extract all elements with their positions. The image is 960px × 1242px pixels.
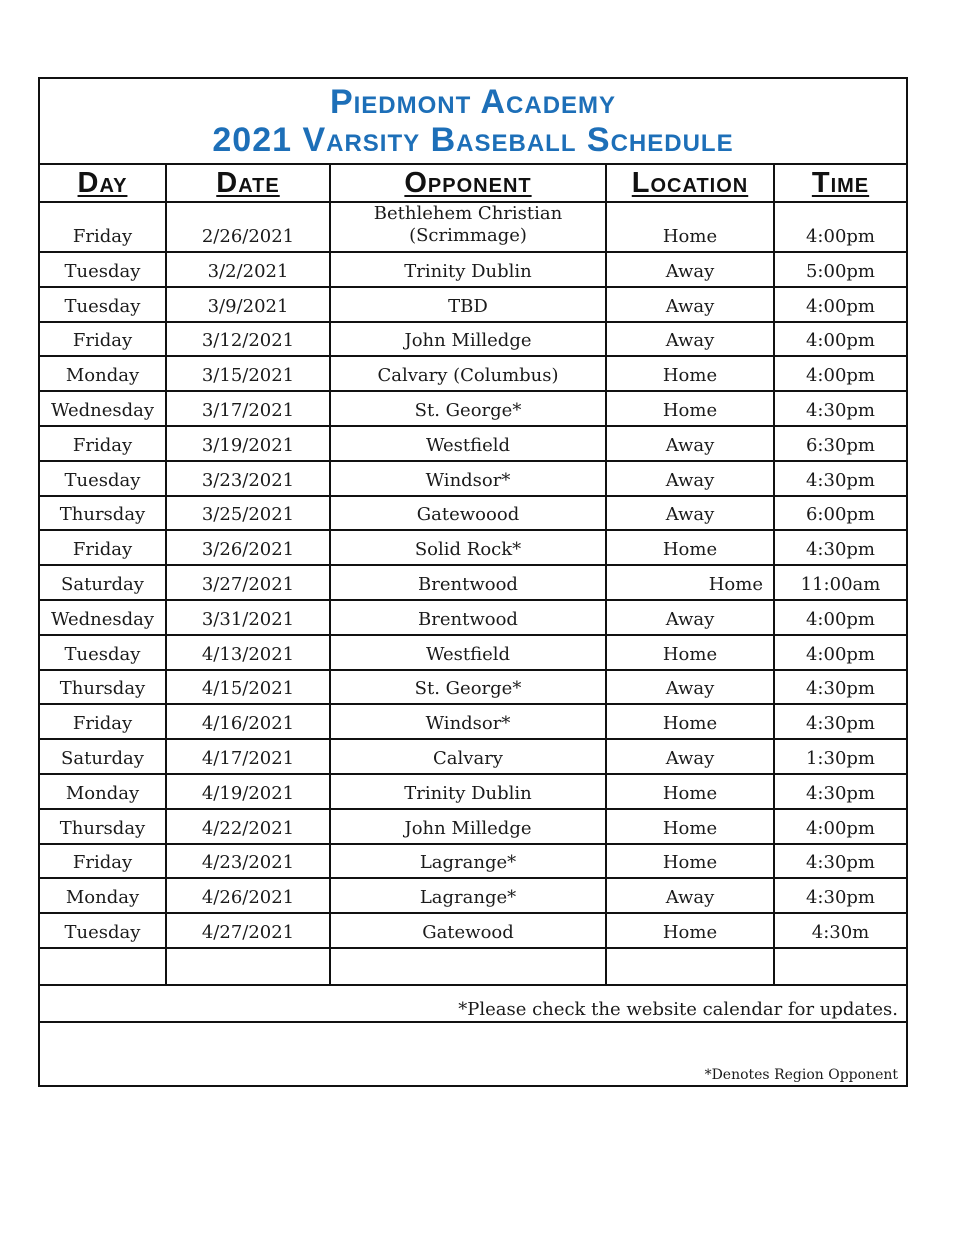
game-opponent: Brentwood — [330, 600, 606, 635]
schedule-sheet — [38, 77, 908, 1087]
game-time: 4:30pm — [774, 878, 906, 913]
game-opponent: Windsor* — [330, 704, 606, 739]
game-day: Thursday — [40, 670, 166, 705]
title-block — [40, 79, 906, 165]
game-location: Home — [606, 635, 774, 670]
game-day: Saturday — [40, 739, 166, 774]
game-location: Home — [606, 530, 774, 565]
game-time: 4:00pm — [774, 600, 906, 635]
game-date: 3/23/2021 — [166, 461, 330, 496]
game-time: 4:00pm — [774, 287, 906, 322]
game-row — [40, 774, 906, 809]
game-opponent: Solid Rock* — [330, 530, 606, 565]
game-row — [40, 252, 906, 287]
game-date: 4/13/2021 — [166, 635, 330, 670]
header-row — [40, 165, 906, 202]
game-time: 4:30pm — [774, 774, 906, 809]
game-date: 3/17/2021 — [166, 391, 330, 426]
game-location: Away — [606, 252, 774, 287]
game-day: Saturday — [40, 565, 166, 600]
game-location: Home — [606, 809, 774, 844]
game-date: 2/26/2021 — [166, 202, 330, 252]
game-opponent: Calvary (Columbus) — [330, 356, 606, 391]
game-day: Tuesday — [40, 287, 166, 322]
empty-row — [40, 948, 906, 985]
game-date: 4/15/2021 — [166, 670, 330, 705]
game-time: 4:30m — [774, 913, 906, 948]
game-location: Home — [606, 565, 774, 600]
game-date: 3/31/2021 — [166, 600, 330, 635]
game-location: Home — [606, 391, 774, 426]
game-time: 6:00pm — [774, 496, 906, 531]
game-location: Home — [606, 913, 774, 948]
game-day: Wednesday — [40, 391, 166, 426]
game-row — [40, 670, 906, 705]
game-day: Thursday — [40, 496, 166, 531]
schedule-title: 2021 Varsity Baseball Schedule — [212, 121, 734, 159]
header-location: Location — [606, 165, 774, 202]
game-day: Friday — [40, 844, 166, 879]
game-row — [40, 635, 906, 670]
game-row — [40, 565, 906, 600]
game-row — [40, 878, 906, 913]
region-note-row — [40, 1023, 906, 1085]
game-time: 4:00pm — [774, 809, 906, 844]
game-time: 4:00pm — [774, 202, 906, 252]
game-date: 3/12/2021 — [166, 322, 330, 357]
game-opponent: Westfield — [330, 635, 606, 670]
game-day: Tuesday — [40, 252, 166, 287]
game-location: Home — [606, 704, 774, 739]
game-row — [40, 391, 906, 426]
game-row — [40, 704, 906, 739]
game-day: Tuesday — [40, 461, 166, 496]
game-row — [40, 530, 906, 565]
game-row — [40, 461, 906, 496]
game-row — [40, 356, 906, 391]
game-day: Friday — [40, 704, 166, 739]
game-time: 1:30pm — [774, 739, 906, 774]
game-opponent: Trinity Dublin — [330, 252, 606, 287]
game-time: 4:30pm — [774, 670, 906, 705]
game-time: 4:30pm — [774, 704, 906, 739]
game-time: 4:00pm — [774, 635, 906, 670]
game-row — [40, 322, 906, 357]
website-note: *Please check the website calendar for updates. — [40, 986, 906, 1023]
game-row — [40, 844, 906, 879]
game-location: Away — [606, 426, 774, 461]
game-opponent: St. George* — [330, 670, 606, 705]
game-opponent: Lagrange* — [330, 878, 606, 913]
game-row — [40, 600, 906, 635]
game-date: 4/16/2021 — [166, 704, 330, 739]
game-opponent: Trinity Dublin — [330, 774, 606, 809]
game-day: Friday — [40, 530, 166, 565]
game-location: Away — [606, 322, 774, 357]
game-date: 4/17/2021 — [166, 739, 330, 774]
game-location: Away — [606, 461, 774, 496]
game-opponent: Gatewood — [330, 913, 606, 948]
game-date: 4/22/2021 — [166, 809, 330, 844]
game-location: Away — [606, 287, 774, 322]
game-row — [40, 496, 906, 531]
game-opponent: John Milledge — [330, 809, 606, 844]
game-row — [40, 426, 906, 461]
game-opponent: Windsor* — [330, 461, 606, 496]
game-opponent: Lagrange* — [330, 844, 606, 879]
schedule-table — [40, 165, 906, 986]
game-time: 4:30pm — [774, 844, 906, 879]
game-date: 3/27/2021 — [166, 565, 330, 600]
game-date: 3/15/2021 — [166, 356, 330, 391]
game-date: 3/25/2021 — [166, 496, 330, 531]
schedule-body — [40, 202, 906, 985]
game-date: 4/27/2021 — [166, 913, 330, 948]
region-note: *Denotes Region Opponent — [704, 1066, 898, 1083]
game-opponent: John Milledge — [330, 322, 606, 357]
game-location: Home — [606, 774, 774, 809]
game-location: Home — [606, 844, 774, 879]
game-row — [40, 809, 906, 844]
game-row — [40, 739, 906, 774]
game-opponent: Gatewoood — [330, 496, 606, 531]
game-day: Thursday — [40, 809, 166, 844]
game-day: Friday — [40, 322, 166, 357]
game-time: 5:00pm — [774, 252, 906, 287]
empty-cell — [40, 948, 166, 985]
header-time: Time — [774, 165, 906, 202]
game-time: 6:30pm — [774, 426, 906, 461]
game-opponent: TBD — [330, 287, 606, 322]
empty-cell — [774, 948, 906, 985]
game-opponent: Brentwood — [330, 565, 606, 600]
header-day: Day — [40, 165, 166, 202]
game-day: Tuesday — [40, 913, 166, 948]
game-location: Away — [606, 496, 774, 531]
game-date: 3/19/2021 — [166, 426, 330, 461]
game-row — [40, 913, 906, 948]
game-date: 4/19/2021 — [166, 774, 330, 809]
game-day: Tuesday — [40, 635, 166, 670]
game-location: Away — [606, 600, 774, 635]
empty-cell — [166, 948, 330, 985]
game-opponent: Calvary — [330, 739, 606, 774]
game-day: Friday — [40, 426, 166, 461]
game-row — [40, 287, 906, 322]
game-date: 4/26/2021 — [166, 878, 330, 913]
game-time: 4:00pm — [774, 322, 906, 357]
game-opponent: Bethlehem Christian (Scrimmage) — [330, 202, 606, 252]
game-time: 4:30pm — [774, 530, 906, 565]
game-location: Away — [606, 739, 774, 774]
game-date: 3/26/2021 — [166, 530, 330, 565]
game-date: 4/23/2021 — [166, 844, 330, 879]
game-location: Away — [606, 670, 774, 705]
game-time: 11:00am — [774, 565, 906, 600]
header-opponent: Opponent — [330, 165, 606, 202]
school-name: Piedmont Academy — [329, 83, 617, 121]
game-row — [40, 202, 906, 252]
game-location: Away — [606, 878, 774, 913]
game-day: Monday — [40, 878, 166, 913]
game-location: Home — [606, 202, 774, 252]
game-time: 4:00pm — [774, 356, 906, 391]
game-opponent: St. George* — [330, 391, 606, 426]
game-location: Home — [606, 356, 774, 391]
game-opponent: Westfield — [330, 426, 606, 461]
game-day: Monday — [40, 774, 166, 809]
empty-cell — [330, 948, 606, 985]
game-day: Monday — [40, 356, 166, 391]
header-date: Date — [166, 165, 330, 202]
game-time: 4:30pm — [774, 461, 906, 496]
game-day: Wednesday — [40, 600, 166, 635]
game-date: 3/9/2021 — [166, 287, 330, 322]
game-day: Friday — [40, 202, 166, 252]
empty-cell — [606, 948, 774, 985]
game-date: 3/2/2021 — [166, 252, 330, 287]
game-time: 4:30pm — [774, 391, 906, 426]
